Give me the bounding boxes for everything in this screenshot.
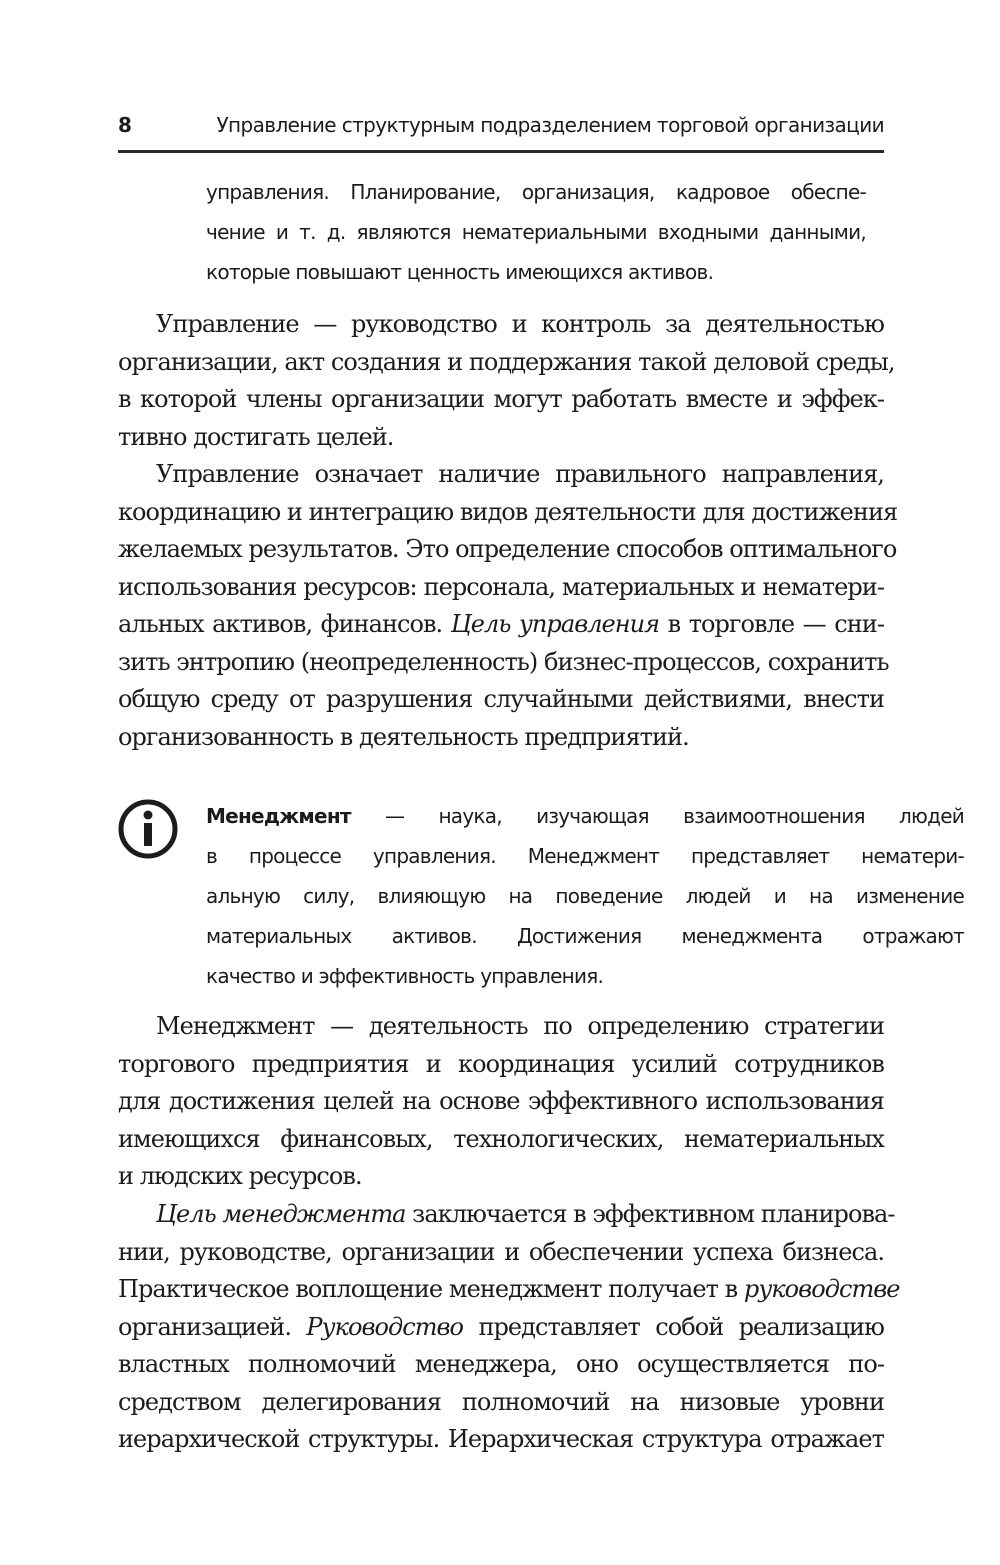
continued-note-block bbox=[206, 172, 866, 292]
paragraph-line bbox=[118, 1309, 884, 1347]
paragraph-line: тивно достигать целей. bbox=[118, 422, 394, 451]
paragraph-line: организованность в деятельность предприятий. bbox=[118, 722, 689, 751]
callout-line: материальных активов. Достижения менеджмента отражают bbox=[206, 924, 964, 948]
paragraph-line: и людских ресурсов. bbox=[118, 1162, 362, 1190]
paragraph-management-activity bbox=[118, 1008, 884, 1196]
page-header bbox=[118, 108, 884, 153]
paragraph-line: в которой члены организации могут работать вместе и эффек- bbox=[118, 385, 884, 413]
paragraph-line: нии, руководстве, организации и обеспечении успеха бизнеса. bbox=[118, 1237, 884, 1266]
emphasis-leadership: Руководство bbox=[306, 1312, 464, 1341]
emphasis-leadership: руководстве bbox=[743, 1275, 900, 1303]
paragraph-line: Управление означает наличие правильного направления, bbox=[156, 460, 884, 488]
text-run: представляет собой реализацию bbox=[463, 1312, 884, 1341]
paragraph-line bbox=[118, 1196, 895, 1234]
paragraph-management-definition bbox=[118, 306, 895, 456]
paragraph-line: торгового предприятия и координация усилий сотрудников bbox=[118, 1049, 884, 1078]
paragraph-line: Управление — руководство и контроль за деятельностью bbox=[156, 310, 884, 338]
paragraph-management-meaning bbox=[118, 456, 898, 756]
paragraph-line: желаемых результатов. Это определение способов оптимального bbox=[118, 535, 897, 563]
paragraph-line: организации, акт создания и поддержания такой деловой среды, bbox=[118, 347, 895, 376]
paragraph-line: зить энтропию (неопределенность) бизнес-процессов, сохранить bbox=[118, 647, 889, 676]
info-icon bbox=[118, 798, 178, 860]
paragraph-management-goal bbox=[118, 1196, 900, 1459]
text-run: — наука, изучающая взаимоотношения людей bbox=[350, 804, 964, 828]
callout-line: альную силу, влияющую на поведение людей и на изменение bbox=[206, 884, 964, 908]
note-line: чение и т. д. являются нематериальными входными данными, bbox=[206, 220, 866, 244]
emphasis-goal-of-management: Цель управления bbox=[450, 610, 660, 638]
text-run: альных активов, финансов. bbox=[118, 610, 451, 638]
paragraph-line: координацию и интеграцию видов деятельности для достижения bbox=[118, 497, 898, 526]
callout-line: качество и эффективность управления. bbox=[206, 964, 604, 988]
note-line: управления. Планирование, организация, кадровое обеспе- bbox=[206, 180, 866, 204]
paragraph-line: для достижения целей на основе эффективного использования bbox=[118, 1087, 884, 1115]
text-run: организацией. bbox=[118, 1312, 307, 1341]
paragraph-line: имеющихся финансовых, технологических, нематериальных bbox=[118, 1124, 884, 1153]
page-number: 8 bbox=[118, 113, 132, 137]
paragraph-line: общую среду от разрушения случайными действиями, внести bbox=[118, 685, 884, 713]
paragraph-line: средством делегирования полномочий на низовые уровни bbox=[118, 1387, 884, 1416]
callout-line bbox=[206, 796, 964, 836]
callout-line: в процессе управления. Менеджмент представляет нематери- bbox=[206, 844, 964, 868]
text-run: в торговле — сни- bbox=[659, 610, 884, 638]
running-title: Управление структурным подразделением торговой организации bbox=[216, 113, 884, 137]
info-callout bbox=[206, 796, 964, 996]
text-run: Практическое воплощение менеджмент получает в bbox=[118, 1275, 744, 1303]
paragraph-line bbox=[118, 606, 884, 644]
paragraph-line: Менеджмент — деятельность по определению стратегии bbox=[156, 1012, 884, 1040]
paragraph-line: иерархической структуры. Иерархическая структура отражает bbox=[118, 1425, 884, 1453]
paragraph-line: использования ресурсов: персонала, материальных и нематери- bbox=[118, 572, 884, 601]
paragraph-line: властных полномочий менеджера, оно осуществляется по- bbox=[118, 1350, 884, 1378]
callout-term: Менеджмент bbox=[206, 804, 351, 828]
emphasis-goal-of-management: Цель менеджмента bbox=[156, 1200, 406, 1228]
text-run: заключается в эффективном планирова- bbox=[405, 1200, 895, 1228]
paragraph-line bbox=[118, 1271, 900, 1309]
note-line: которые повышают ценность имеющихся активов. bbox=[206, 260, 714, 284]
